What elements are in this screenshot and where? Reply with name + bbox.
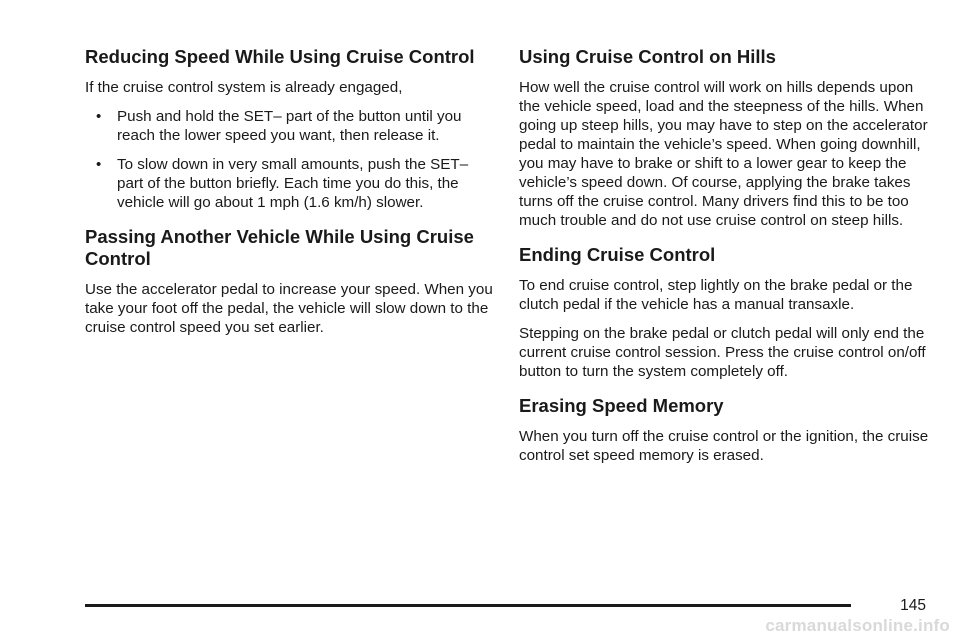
paragraph: Use the accelerator pedal to increase your speed. When you take your foot off the pedal, the vehicle will slow down to the cruise control speed you set earlier. (85, 281, 493, 336)
watermark: carmanualsonline.info (765, 616, 950, 635)
section-heading: Using Cruise Control on Hills (519, 46, 776, 67)
list-item-text: To slow down in very small amounts, push the SET– part of the button briefly. Each time you do this, the vehicle will go about 1 mph (1.6 km/h) slower. (117, 156, 469, 211)
section-hills (519, 46, 931, 230)
section-ending-cruise (519, 244, 931, 381)
bullet-list (85, 107, 495, 212)
section-heading: Ending Cruise Control (519, 244, 716, 265)
paragraph: Stepping on the brake pedal or clutch pedal will only end the current cruise control session. Press the cruise control on/off button to turn the system completely off. (519, 325, 926, 380)
paragraph: To end cruise control, step lightly on the brake pedal or the clutch pedal if the vehicle has a manual transaxle. (519, 277, 913, 313)
section-passing-vehicle (85, 226, 495, 337)
list-item-text: Push and hold the SET– part of the button until you reach the lower speed you want, then release it. (117, 108, 462, 144)
page-number: 145 (900, 597, 926, 614)
section-erasing-memory (519, 395, 931, 465)
footer-divider (85, 604, 851, 607)
left-column (85, 46, 495, 351)
bullet-icon: • (96, 156, 102, 173)
right-column (519, 46, 931, 479)
section-heading: Erasing Speed Memory (519, 395, 724, 416)
section-heading: Passing Another Vehicle While Using Cruise Control (85, 226, 474, 269)
paragraph: When you turn off the cruise control or the ignition, the cruise control set speed memory is erased. (519, 428, 929, 464)
section-reducing-speed (85, 46, 495, 212)
bullet-icon: • (96, 108, 102, 125)
list-item (85, 155, 495, 212)
paragraph: How well the cruise control will work on hills depends upon the vehicle speed, load and the steepness of the hills. When going up steep hills, you may have to step on the accelerator pedal to maintain the vehicle’s speed. When going downhill, you may have to brake or shift to a lower gear to keep the vehicle’s speed down. Of course, applying the brake takes turns off the cruise control. Many drivers find this to be too much trouble and do not use cruise control on steep hills. (519, 79, 928, 229)
paragraph: If the cruise control system is already engaged, (85, 79, 403, 96)
list-item (85, 107, 495, 145)
section-heading: Reducing Speed While Using Cruise Control (85, 46, 475, 67)
